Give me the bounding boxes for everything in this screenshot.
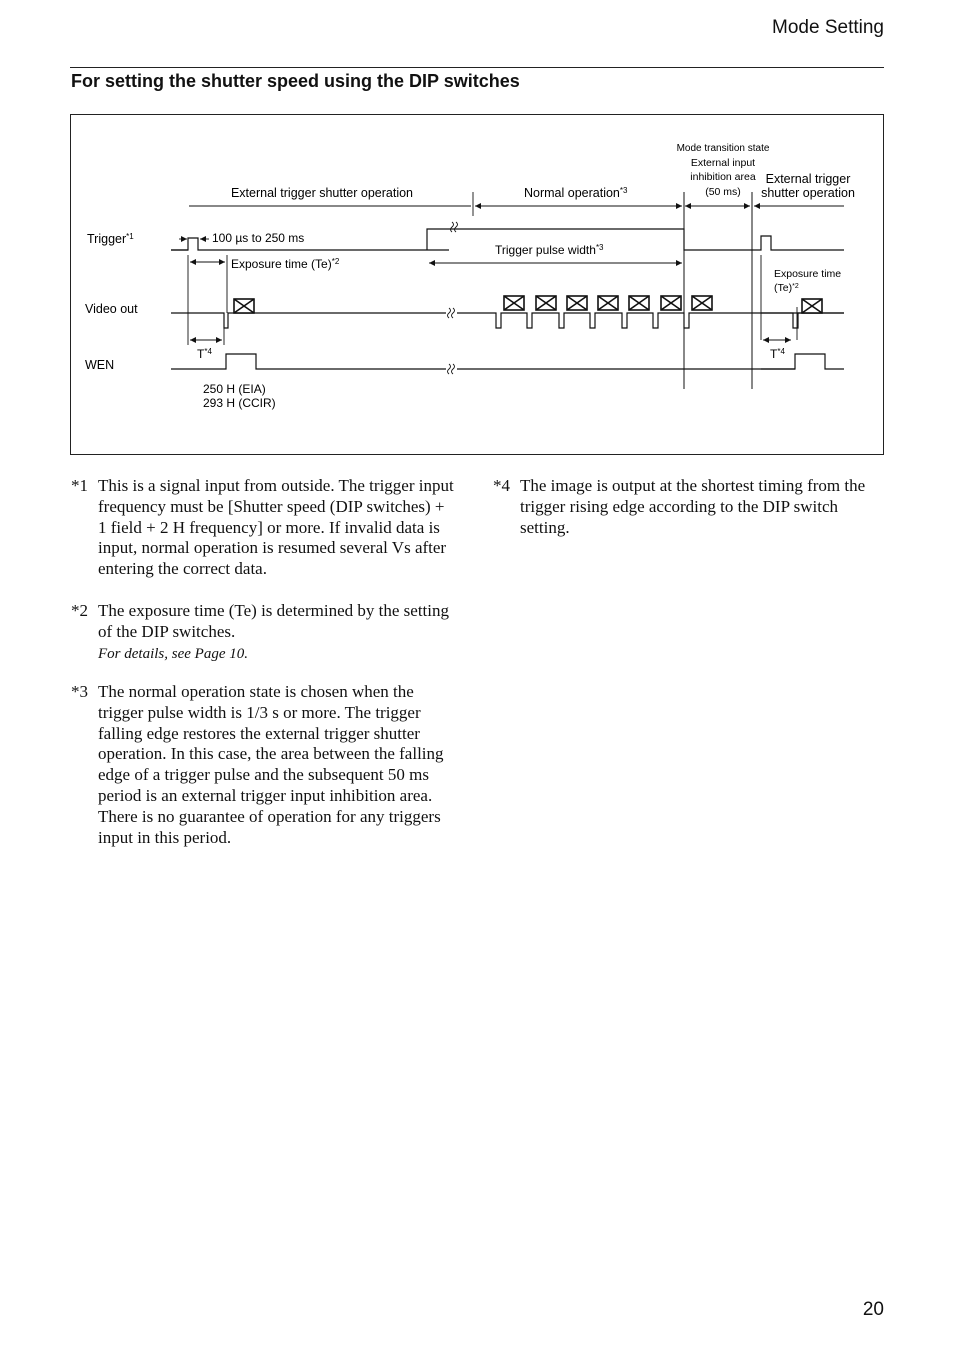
section-title: For setting the shutter speed using the DIP switches (71, 71, 520, 91)
video-frame-mark (661, 296, 681, 310)
break-mark (448, 364, 455, 374)
footnote-marker: *2 (71, 601, 88, 620)
footnote-ref: *4 (777, 347, 785, 356)
footnote-ref: *4 (204, 347, 212, 356)
video-waveform-normal (457, 313, 844, 328)
footnote-3 (71, 682, 457, 848)
video-waveform-right (761, 313, 844, 328)
video-frame-mark (567, 296, 587, 310)
video-frame-mark (536, 296, 556, 310)
phase-mode-transition-label: Mode transition state (676, 143, 770, 154)
footnote-ref: *3 (619, 186, 628, 195)
footnote-2 (71, 601, 457, 665)
inhibition-label-3: (50 ms) (705, 186, 741, 198)
video-frame-mark (802, 299, 822, 313)
t-label-right: $T^{*4}$ (770, 347, 785, 361)
footnote-text: The image is output at the shortest timing from the trigger rising edge according to the DIP switch setting. (520, 476, 866, 537)
trigger-pulse-width-label: Trigger pulse width$^{*3}$ (495, 243, 604, 257)
footnote-marker: *4 (493, 476, 510, 495)
header-title: Mode Setting (772, 17, 884, 38)
inhibition-label-1: External input (690, 157, 756, 169)
exposure-time-label: Exposure time $(Te)^{*2}$ (231, 257, 340, 271)
exposure-time-right-1: Exposure time (774, 268, 842, 280)
t-label-left: $T^{*4}$ (197, 347, 212, 361)
timing-diagram (71, 115, 883, 454)
pulse-range-label: 100 µs to 250 ms (212, 231, 305, 245)
signal-label-trigger: Trigger$^{*1}$ (87, 232, 134, 246)
footnote-marker: *1 (71, 476, 88, 495)
video-frame-mark (598, 296, 618, 310)
footnote-marker: *3 (71, 682, 88, 701)
footnote-body: The exposure time (Te) is determined by the setting of the DIP switches. (98, 601, 449, 641)
video-waveform-left (171, 313, 446, 328)
video-frame-mark (692, 296, 712, 310)
break-mark (451, 222, 458, 232)
page-number: 20 (862, 1299, 884, 1320)
video-frame-mark (629, 296, 649, 310)
video-frame-mark (504, 296, 524, 310)
footnote-ref: *1 (126, 232, 134, 241)
header-rule (70, 67, 884, 68)
video-frame-mark (234, 299, 254, 313)
phase-ext-trigger-label: External trigger shutter operation (230, 186, 414, 200)
wen-waveform-left (171, 354, 446, 369)
footnote-ref: *2 (331, 257, 340, 266)
footnote-text: The normal operation state is chosen when the trigger pulse width is 1/3 s or more. The trigger falling edge restores the external trigger shutter operation. In this case, the area between the falling edge of a trigger pulse and the subsequent 50 ms period is an external trigger input inhibition area. There is no guarantee of operation for any triggers input in this period. (98, 682, 444, 847)
timing-diagram-figure (70, 114, 884, 455)
footnote-text (98, 601, 457, 665)
footnote-1 (71, 476, 457, 580)
footnote-4 (493, 476, 885, 538)
trigger-waveform-normal (427, 229, 844, 250)
signal-label-wen: WEN (85, 358, 115, 372)
inhibition-label-2: inhibition area (690, 171, 756, 183)
phase-normal-label: Normal operation$^{*3}$ (524, 186, 628, 200)
page-reference: For details, see Page 10. (98, 645, 248, 662)
wen-eia-label: 250 H (EIA) (203, 382, 266, 396)
signal-label-video: Video out (85, 302, 138, 316)
phase-ext-trigger-right-1: External trigger (765, 172, 851, 186)
footnote-ref: *2 (792, 283, 799, 290)
break-mark (448, 308, 455, 318)
exposure-time-right-2: $(Te)^{*2}$ (774, 282, 799, 294)
footnote-ref: *3 (595, 243, 604, 252)
footnote-text: This is a signal input from outside. The trigger input frequency must be [Shutter speed (DIP switches) + 1 field + 2 H frequency] or more. If invalid data is input, normal operation is resumed several Vs after entering the correct data. (98, 476, 454, 579)
wen-ccir-label: 293 H (CCIR) (203, 396, 276, 410)
phase-ext-trigger-right-2: shutter operation (761, 186, 855, 200)
